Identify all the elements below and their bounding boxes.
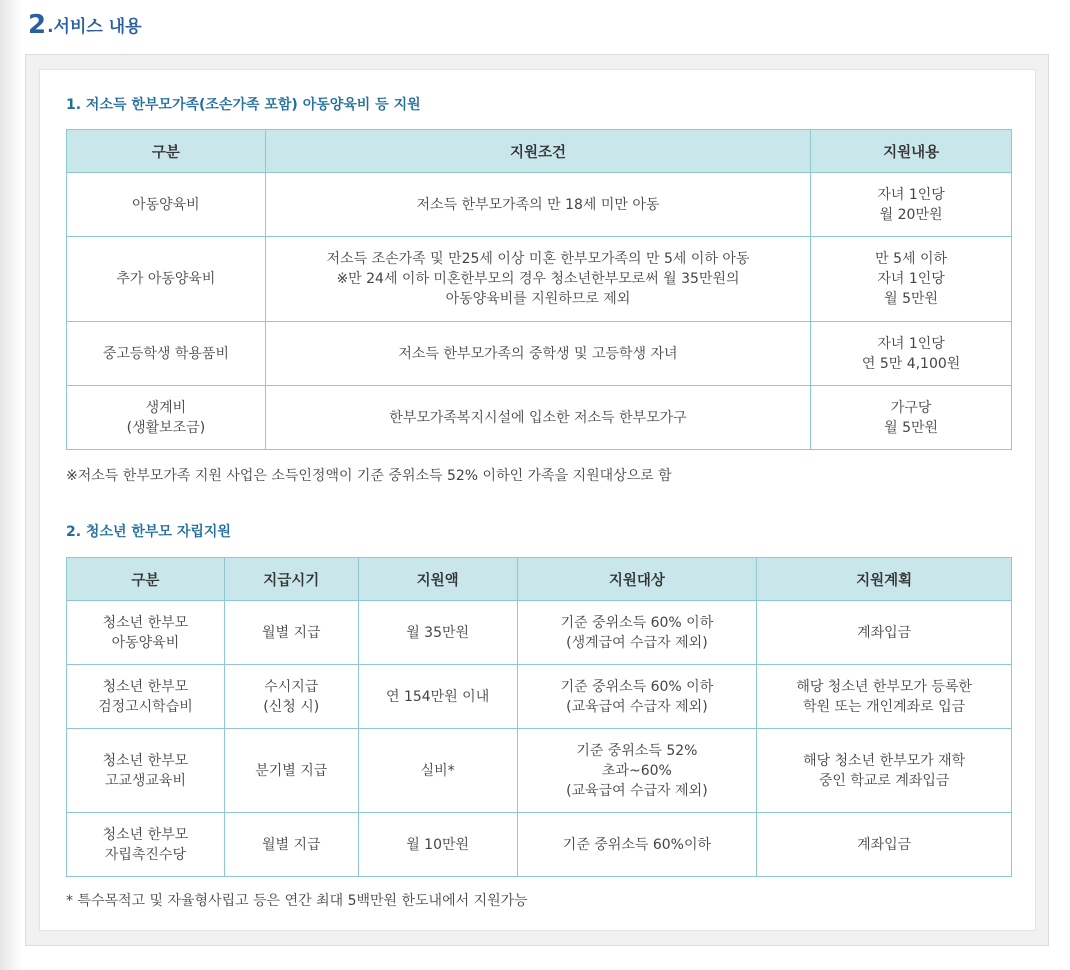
- table-row: [67, 237, 1012, 322]
- table-cell: 해당 청소년 한부모가 재학 중인 학교로 계좌입금: [757, 729, 1012, 813]
- table-cell: 만 5세 이하 자녀 1인당 월 5만원: [811, 237, 1012, 322]
- table-cell: 아동양육비: [67, 173, 266, 237]
- table-header-row: [67, 558, 1012, 601]
- table-cell: 월별 지급: [224, 813, 358, 877]
- table-cell: 청소년 한부모 검정고시학습비: [67, 665, 225, 729]
- content-inner: [39, 69, 1036, 931]
- col-header: 구분: [67, 130, 266, 173]
- table-row: [67, 729, 1012, 813]
- table-cell: 청소년 한부모 고교생교육비: [67, 729, 225, 813]
- section-number: 2: [28, 10, 47, 40]
- table-cell: 계좌입금: [757, 601, 1012, 665]
- table-cell: 생계비 (생활보조금): [67, 386, 266, 450]
- table-header-row: [67, 130, 1012, 173]
- table-row: [67, 665, 1012, 729]
- table-cell: 계좌입금: [757, 813, 1012, 877]
- table-cell: 기준 중위소득 60% 이하 (교육급여 수급자 제외): [517, 665, 757, 729]
- section2-title: 2. 청소년 한부모 자립지원: [66, 524, 231, 540]
- table-cell: 월 10만원: [358, 813, 517, 877]
- table-cell: 가구당 월 5만원: [811, 386, 1012, 450]
- table-row: [67, 813, 1012, 877]
- table-cell: 기준 중위소득 60% 이하 (생계급여 수급자 제외): [517, 601, 757, 665]
- section2-note: * 특수목적고 및 자율형사립고 등은 연간 최대 5백만원 한도내에서 지원가능: [66, 893, 528, 909]
- section-title: .서비스 내용: [47, 17, 142, 37]
- table-cell: 청소년 한부모 아동양육비: [67, 601, 225, 665]
- table-cell: 연 154만원 이내: [358, 665, 517, 729]
- table-cell: 해당 청소년 한부모가 등록한 학원 또는 개인계좌로 입금: [757, 665, 1012, 729]
- table-cell: 저소득 한부모가족의 만 18세 미만 아동: [265, 173, 810, 237]
- content-box: [25, 54, 1049, 946]
- col-header: 구분: [67, 558, 225, 601]
- table-cell: 저소득 한부모가족의 중학생 및 고등학생 자녀: [265, 322, 810, 386]
- table-cell: 기준 중위소득 52% 초과~60% (교육급여 수급자 제외): [517, 729, 757, 813]
- col-header: 지원계획: [757, 558, 1012, 601]
- table-cell: 수시지급 (신청 시): [224, 665, 358, 729]
- col-header: 지원내용: [811, 130, 1012, 173]
- table-row: [67, 386, 1012, 450]
- youth-parent-table: [66, 557, 1012, 877]
- child-support-table: [66, 129, 1012, 450]
- table-cell: 추가 아동양육비: [67, 237, 266, 322]
- table-cell: 실비*: [358, 729, 517, 813]
- col-header: 지급시기: [224, 558, 358, 601]
- table-row: [67, 322, 1012, 386]
- table-cell: 월별 지급: [224, 601, 358, 665]
- table-row: [67, 601, 1012, 665]
- table-cell: 자녀 1인당 연 5만 4,100원: [811, 322, 1012, 386]
- table-cell: 중고등학생 학용품비: [67, 322, 266, 386]
- col-header: 지원조건: [265, 130, 810, 173]
- table-cell: 청소년 한부모 자립촉진수당: [67, 813, 225, 877]
- col-header: 지원액: [358, 558, 517, 601]
- section1-note: ※저소득 한부모가족 지원 사업은 소득인정액이 기준 중위소득 52% 이하인 가족을 지원대상으로 함: [66, 468, 672, 484]
- section1-title: 1. 저소득 한부모가족(조손가족 포함) 아동양육비 등 지원: [66, 97, 421, 113]
- table-cell: 자녀 1인당 월 20만원: [811, 173, 1012, 237]
- table-cell: 월 35만원: [358, 601, 517, 665]
- table-cell: 한부모가족복지시설에 입소한 저소득 한부모가구: [265, 386, 810, 450]
- table-row: [67, 173, 1012, 237]
- table-cell: 기준 중위소득 60%이하: [517, 813, 757, 877]
- col-header: 지원대상: [517, 558, 757, 601]
- section-header: [28, 12, 142, 38]
- left-shade: [0, 0, 22, 970]
- table-cell: 분기별 지급: [224, 729, 358, 813]
- table-cell: 저소득 조손가족 및 만25세 이상 미혼 한부모가족의 만 5세 이하 아동 ※만 24세 이하 미혼한부모의 경우 청소년한부모로써 월 35만원의 아동양육비를 지원하므로 제외: [265, 237, 810, 322]
